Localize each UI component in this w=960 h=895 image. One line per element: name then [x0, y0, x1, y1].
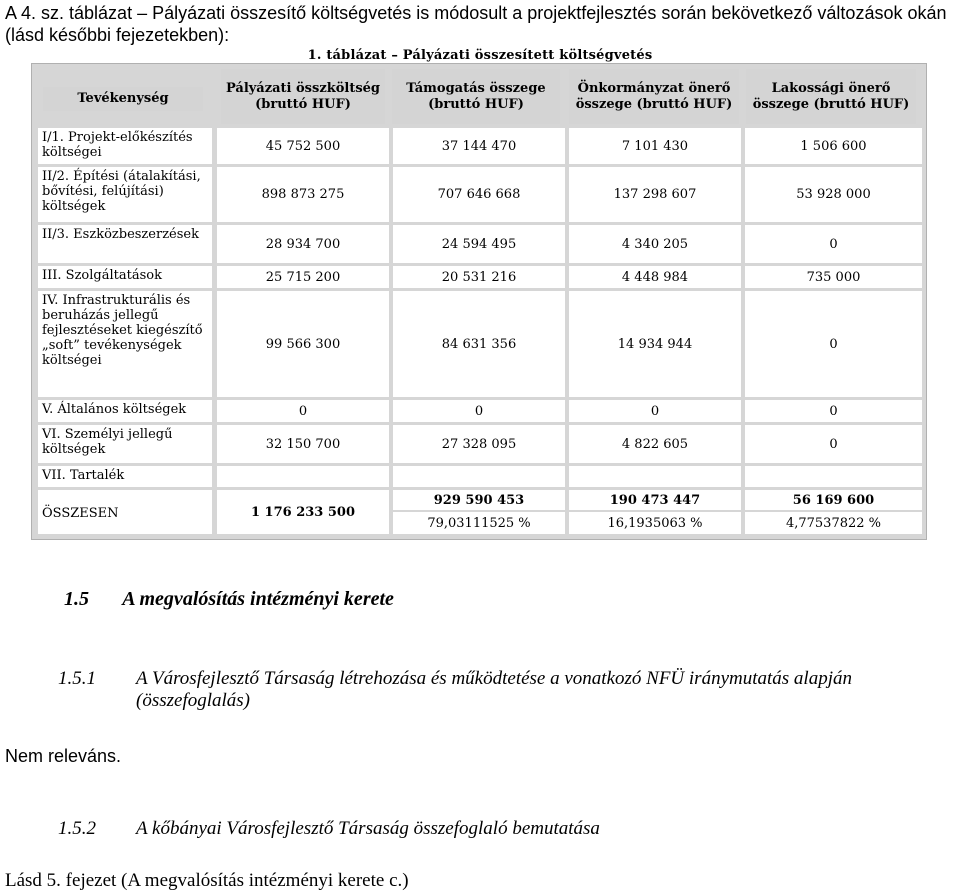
- section-title: A Városfejlesztő Társaság létrehozása és működtetése a vonatkozó NFÜ iránymutatás alapján (összefoglalás): [136, 668, 852, 711]
- table-row-label: VI. Személyi jellegű költségek: [38, 425, 212, 463]
- table-cell: 37 144 470: [393, 128, 565, 164]
- table-cell: 45 752 500: [217, 128, 389, 164]
- table-cell: 0: [745, 225, 922, 263]
- table-row-label: I/1. Projekt-előkészítés költségei: [38, 128, 212, 164]
- budget-table: [31, 63, 927, 540]
- table-cell: [217, 466, 389, 487]
- table-header-activity: Tevékenység: [43, 87, 203, 111]
- table-percent-cell: 4,77537822 %: [745, 512, 922, 534]
- table-total-cell: 1 176 233 500: [217, 490, 389, 534]
- section-title: A kőbányai Városfejlesztő Társaság összefoglaló bemutatása: [136, 818, 600, 839]
- table-row-label: III. Szolgáltatások: [38, 266, 212, 288]
- table-cell: [745, 466, 922, 487]
- table-total-cell: 190 473 447: [569, 490, 741, 510]
- table-header-total-cost: Pályázati összköltség (bruttó HUF): [221, 69, 385, 124]
- table-header-resident-share: Lakossági önerő összege (bruttó HUF): [746, 69, 916, 124]
- table-total-cell: 56 169 600: [745, 490, 922, 510]
- table-cell: 4 822 605: [569, 425, 741, 463]
- table-cell: 7 101 430: [569, 128, 741, 164]
- table-cell: 707 646 668: [393, 167, 565, 222]
- table-cell: 28 934 700: [217, 225, 389, 263]
- table-cell: 735 000: [745, 266, 922, 288]
- table-row-label: VII. Tartalék: [38, 466, 212, 487]
- section-number: 1.5.1: [58, 668, 96, 689]
- table-header-municipal-share: Önkormányzat önerő összege (bruttó HUF): [569, 69, 739, 124]
- table-total-cell: 929 590 453: [393, 490, 565, 510]
- table-cell: 20 531 216: [393, 266, 565, 288]
- table-title: 1. táblázat – Pályázati összesített költségvetés: [307, 48, 653, 63]
- section-heading-1-5: [64, 588, 394, 611]
- table-header-grant: Támogatás összege (bruttó HUF): [392, 69, 560, 124]
- table-percent-cell: 79,03111525 %: [393, 512, 565, 534]
- table-cell: 0: [393, 400, 565, 422]
- table-cell: [569, 466, 741, 487]
- table-cell: 32 150 700: [217, 425, 389, 463]
- paragraph-see-chapter: Lásd 5. fejezet (A megvalósítás intézményi kerete c.): [5, 870, 409, 891]
- section-heading-1-5-1: [58, 668, 852, 711]
- section-number: 1.5.2: [58, 818, 96, 839]
- table-cell: 0: [569, 400, 741, 422]
- intro-paragraph: A 4. sz. táblázat – Pályázati összesítő költségvetés is módosult a projektfejlesztés során bekövetkező változások okán (lásd későbbi fejezetekben):: [5, 3, 947, 45]
- table-percent-cell: 16,1935063 %: [569, 512, 741, 534]
- section-title: A megvalósítás intézményi kerete: [122, 588, 394, 610]
- paragraph-not-relevant: Nem releváns.: [5, 746, 122, 766]
- table-cell: 27 328 095: [393, 425, 565, 463]
- table-row-label: V. Általános költségek: [38, 400, 212, 422]
- table-row-label: IV. Infrastrukturális és beruházás jellegű fejlesztéseket kiegészítő „soft” tevékenységek költségei: [38, 291, 212, 397]
- table-cell: [393, 466, 565, 487]
- table-row-label: II/2. Építési (átalakítási, bővítési, felújítási) költségek: [38, 167, 212, 222]
- table-cell: 24 594 495: [393, 225, 565, 263]
- table-cell: 4 340 205: [569, 225, 741, 263]
- section-heading-1-5-2: [58, 818, 600, 840]
- table-cell: 1 506 600: [745, 128, 922, 164]
- table-cell: 0: [745, 425, 922, 463]
- table-row-label: II/3. Eszközbeszerzések: [38, 225, 212, 263]
- table-cell: 137 298 607: [569, 167, 741, 222]
- table-cell: 0: [217, 400, 389, 422]
- table-cell: 4 448 984: [569, 266, 741, 288]
- table-total-label: ÖSSZESEN: [38, 490, 212, 534]
- section-number: 1.5: [64, 588, 89, 610]
- table-cell: 14 934 944: [569, 291, 741, 397]
- table-cell: 53 928 000: [745, 167, 922, 222]
- table-cell: 25 715 200: [217, 266, 389, 288]
- table-cell: 898 873 275: [217, 167, 389, 222]
- table-cell: 84 631 356: [393, 291, 565, 397]
- table-cell: 0: [745, 400, 922, 422]
- table-cell: 99 566 300: [217, 291, 389, 397]
- table-cell: 0: [745, 291, 922, 397]
